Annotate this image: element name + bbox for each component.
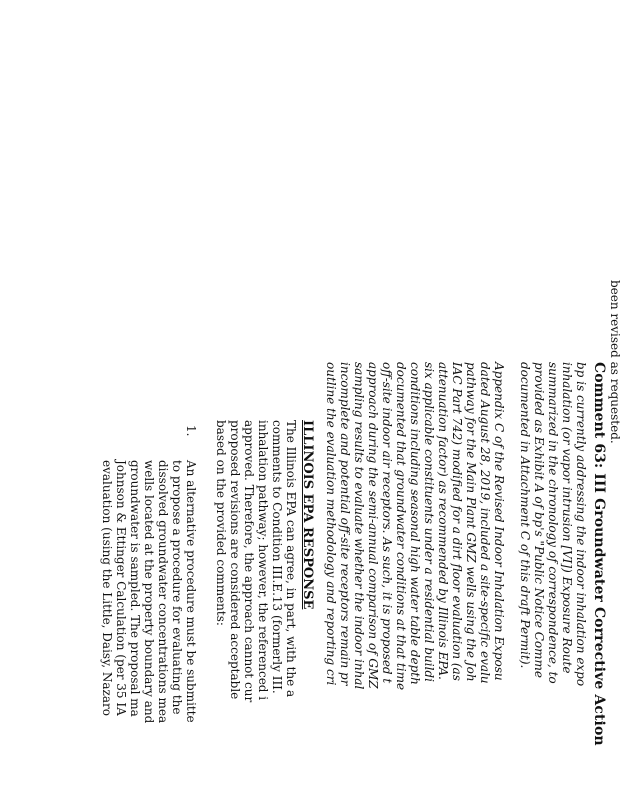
item-line: dissolved groundwater concentrations mea bbox=[156, 460, 170, 724]
appendix-line: Appendix C of the Revised Indoor Inhalation Exposu bbox=[492, 362, 506, 681]
appendix-line: attenuation factor) as recommended by Illinois EPA. bbox=[436, 362, 450, 680]
item-line: Johnson & Ettinger Calculation (per 35 IA bbox=[114, 460, 128, 716]
response-line: The Illinois EPA can agree, in part, with the a bbox=[284, 420, 298, 698]
appendix-line: off-site indoor air receptors. As such, it is proposed t bbox=[380, 362, 394, 684]
comment-intro-line: inhalation (or vapor intrusion [VI]) Exposure Route bbox=[560, 362, 574, 674]
appendix-line: approach during the semi-annual comparison of GMZ bbox=[366, 362, 380, 689]
item-line: groundwater is sampled. The proposal ma bbox=[128, 460, 142, 717]
comment-heading: Comment 63: III Groundwater Corrective Action bbox=[591, 362, 607, 746]
appendix-line: outline the evaluation methodology and reporting cri bbox=[324, 362, 338, 686]
comment-intro-line: documented in Attachment C of this draft Permit). bbox=[518, 362, 532, 669]
appendix-line: IAC Part 742) modified for a dirt floor evaluation (as bbox=[450, 362, 464, 681]
response-line: comments to Condition III.E.13 (formerly III. bbox=[270, 420, 284, 694]
response-line: inhalation pathway; however, the referenced i bbox=[256, 420, 270, 701]
response-line: proposed revisions are considered acceptable bbox=[228, 420, 242, 700]
appendix-line: conditions including seasonal high water table depth bbox=[408, 362, 422, 685]
appendix-line: six applicable constituents under a residential buildi bbox=[422, 362, 436, 682]
response-line: approved. Therefore, the approach cannot cur bbox=[242, 420, 256, 703]
appendix-line: documented that groundwater conditions at that time bbox=[394, 362, 408, 691]
item-line: wells located at the property boundary and bbox=[142, 460, 156, 724]
comment-intro-line: provided as Exhibit A of bp's "Public Notice Comme bbox=[532, 362, 546, 679]
page-top-fragment: been revised as requested. bbox=[608, 280, 622, 444]
comment-intro-line: summarized in the chronology of correspondence, to bbox=[546, 362, 560, 684]
appendix-line: pathway for the Main Plant GMZ wells using the Joh bbox=[464, 362, 478, 682]
appendix-line: incomplete and potential off-site receptors remain pr bbox=[338, 362, 352, 686]
response-line: based on the provided comments: bbox=[214, 420, 228, 626]
response-heading: ILLINOIS EPA RESPONSE bbox=[300, 420, 315, 610]
comment-intro-line: bp is currently addressing the indoor inhalation expo bbox=[574, 362, 588, 687]
item-line: An alternative procedure must be submitte bbox=[184, 460, 198, 723]
response-item-number: 1. bbox=[184, 425, 198, 437]
item-line: evaluation (using the Little, Daisy, Nazaro bbox=[100, 460, 114, 716]
appendix-line: dated August 28, 2019, included a site-specific evalu bbox=[478, 362, 492, 684]
appendix-line: sampling results to evaluate whether the indoor inhal bbox=[352, 362, 366, 690]
item-line: to propose a procedure for evaluating the bbox=[170, 460, 184, 715]
